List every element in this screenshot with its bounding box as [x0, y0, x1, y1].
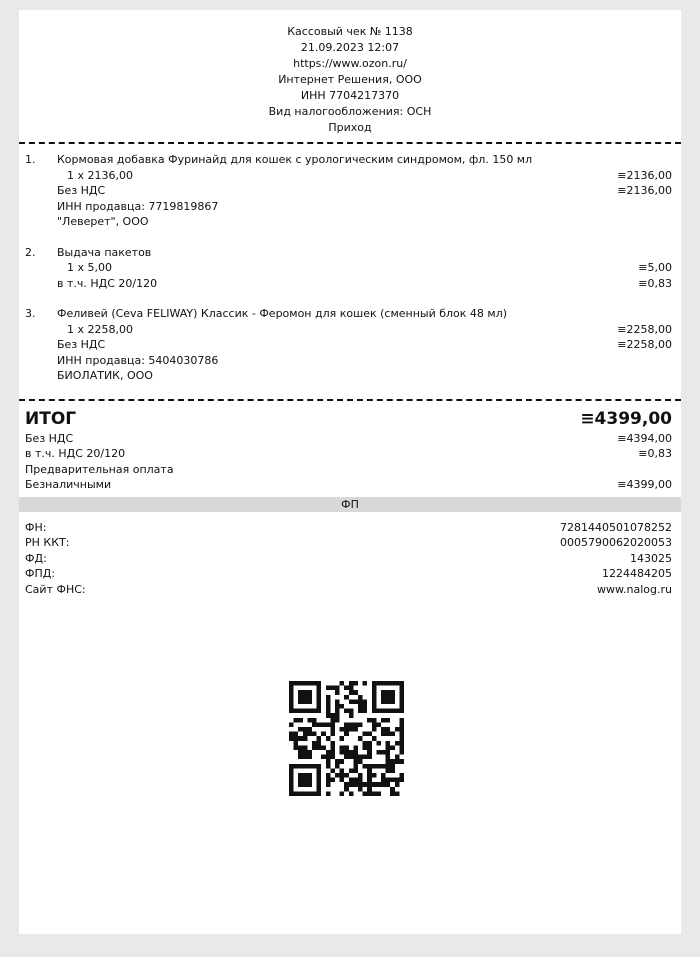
item-vat-sum: ≡2258,00 [617, 338, 672, 351]
item-vat-sum: ≡2136,00 [617, 184, 672, 197]
fd-label: ФД: [25, 551, 47, 565]
item-qty: 1 x 5,00 [67, 261, 112, 274]
item-name: Кормовая добавка Фуринайд для кошек с урологическим синдромом, фл. 150 мл [57, 153, 533, 166]
table-row [25, 551, 672, 567]
rn-kkt-value: 0005790062020053 [560, 536, 672, 549]
item-qty-sum: ≡2258,00 [617, 322, 672, 336]
fn-label: ФН: [25, 520, 47, 534]
item-name: Феливей (Ceva FELIWAY) Классик - Феромон для кошек (сменный блок 48 мл) [57, 307, 508, 320]
fd-value: 143025 [630, 551, 672, 565]
fpd-label: ФПД: [25, 567, 56, 580]
company-name: Интернет Решения, ООО [278, 73, 422, 86]
total-vat-label: в т.ч. НДС 20/120 [25, 447, 126, 460]
item-seller: БИОЛАТИК, ООО [57, 369, 153, 382]
table-row [25, 566, 672, 582]
item-index: 1. [25, 153, 36, 166]
item-vat-sum: ≡0,83 [638, 276, 672, 290]
receipt-site: https://www.ozon.ru/ [293, 57, 407, 70]
fpd-value: 1224484205 [602, 567, 672, 580]
item-name: Выдача пакетов [57, 245, 152, 259]
item-index: 2. [25, 245, 36, 259]
receipt-paper [19, 10, 681, 934]
item-vat: Без НДС [57, 184, 106, 197]
total-amount: ≡4399,00 [580, 408, 672, 429]
tax-system: Вид налогообложения: ОСН [268, 105, 432, 118]
items-list [19, 144, 681, 384]
item-qty: 1 x 2136,00 [67, 168, 133, 182]
total-section [19, 401, 681, 493]
item-index: 3. [25, 307, 36, 320]
company-inn: ИНН 7704217370 [300, 89, 400, 102]
prepay-label: Предварительная оплата [25, 462, 174, 476]
fp-bar: ФП [19, 497, 681, 512]
fiscal-info [19, 512, 681, 598]
receipt-title: Кассовый чек № 1138 [287, 25, 413, 38]
total-label: ИТОГ [25, 408, 77, 429]
list-item [25, 245, 672, 292]
item-qty-sum: ≡2136,00 [617, 168, 672, 182]
cashless-label: Безналичными [25, 478, 112, 491]
operation-type: Приход [328, 121, 372, 134]
list-item [25, 152, 672, 230]
item-seller: "Леверет", ООО [57, 215, 149, 228]
item-seller-inn: ИНН продавца: 7719819867 [57, 199, 219, 213]
item-qty-sum: ≡5,00 [638, 261, 672, 274]
item-qty: 1 x 2258,00 [67, 322, 133, 336]
rn-kkt-label: РН ККТ: [25, 536, 70, 549]
table-row [25, 535, 672, 551]
fn-value: 7281440501078252 [560, 520, 672, 534]
item-vat: в т.ч. НДС 20/120 [57, 276, 158, 290]
qr-code-icon [289, 681, 404, 796]
item-vat: Без НДС [57, 338, 106, 351]
list-item [25, 306, 672, 384]
cashless-amount: ≡4399,00 [617, 478, 672, 491]
fns-site-value: www.nalog.ru [597, 582, 672, 596]
receipt-datetime: 21.09.2023 12:07 [300, 41, 400, 54]
item-seller-inn: ИНН продавца: 5404030786 [57, 353, 219, 367]
total-vat-amount: ≡0,83 [638, 447, 672, 460]
receipt-header [19, 10, 681, 136]
total-no-vat-amount: ≡4394,00 [617, 431, 672, 445]
table-row [25, 520, 672, 536]
table-row [25, 582, 672, 598]
total-no-vat-label: Без НДС [25, 431, 74, 445]
fns-site-label: Сайт ФНС: [25, 582, 86, 596]
